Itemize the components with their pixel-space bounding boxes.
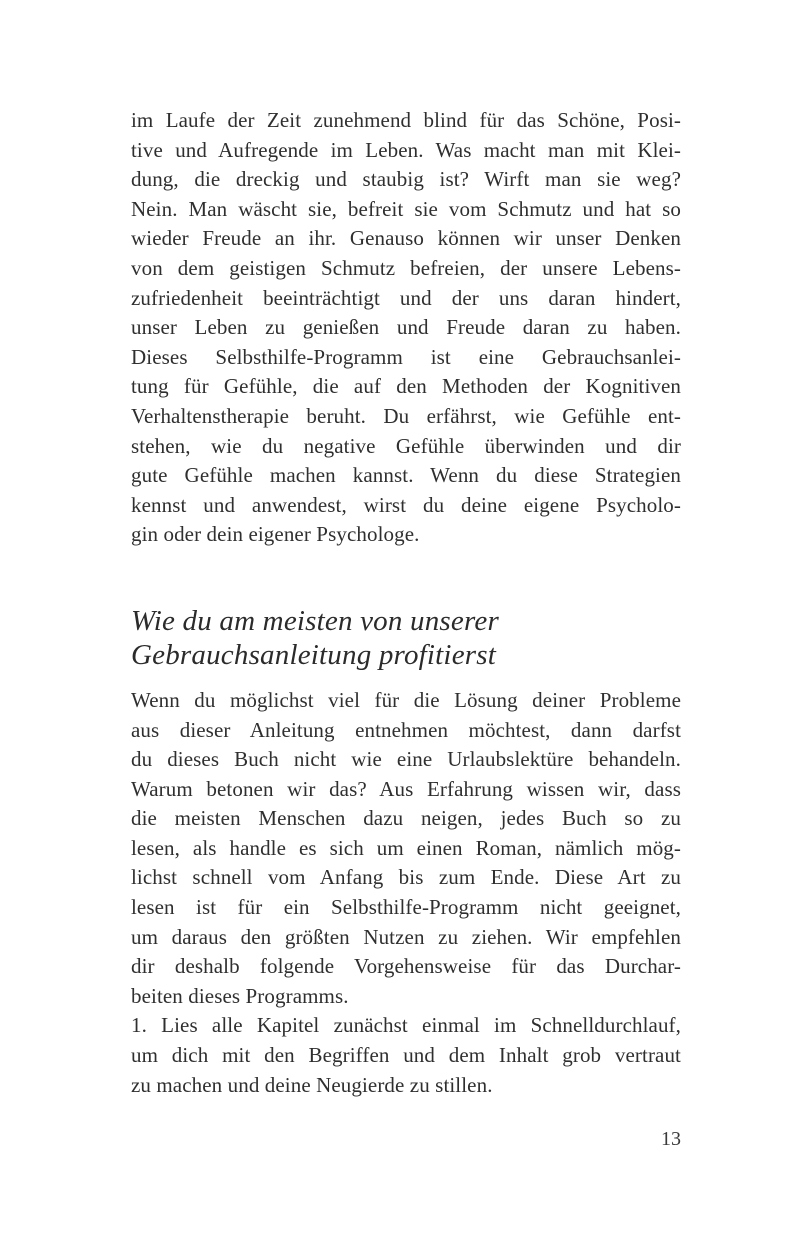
text-line: gute Gefühle machen kannst. Wenn du diese Strategien [131, 463, 681, 488]
text-line: Dieses Selbsthilfe-Programm ist eine Gebrauchsanlei- [131, 344, 681, 369]
text-line: tung für Gefühle, die auf den Methoden der Kognitiven [131, 374, 681, 399]
section-heading-line-1: Wie du am meisten von unserer [131, 604, 499, 637]
text-line: von dem geistigen Schmutz befreien, der unsere Lebens- [131, 255, 681, 280]
text-line: dung, die dreckig und staubig ist? Wirft man sie weg? [131, 167, 681, 192]
text-line: Warum betonen wir das? Aus Erfahrung wissen wir, dass [131, 776, 681, 801]
text-line: gin oder dein eigener Psychologe. [131, 522, 420, 547]
text-line: tive und Aufregende im Leben. Was macht man mit Klei- [131, 137, 681, 162]
text-line: Nein. Man wäscht sie, befreit sie vom Schmutz und hat so [131, 196, 681, 221]
body-paragraph [131, 686, 681, 1100]
text-line: um daraus den größten Nutzen zu ziehen. Wir empfehlen [131, 924, 681, 949]
section-heading [131, 604, 681, 672]
text-line: die meisten Menschen dazu neigen, jedes Buch so zu [131, 806, 681, 831]
text-line: im Laufe der Zeit zunehmend blind für das Schöne, Posi- [131, 108, 681, 132]
text-line: Wenn du möglichst viel für die Lösung deiner Probleme [131, 687, 681, 712]
text-line: lichst schnell vom Anfang bis zum Ende. Diese Art zu [131, 865, 681, 890]
page-number: 13 [661, 1128, 681, 1150]
text-line: beiten dieses Programms. [131, 983, 349, 1008]
text-line: lesen, als handle es sich um einen Roman, nämlich mög- [131, 835, 681, 860]
text-line: zu machen und deine Neugierde zu stillen. [131, 1072, 493, 1097]
text-line: kennst und anwendest, wirst du deine eigene Psycholo- [131, 492, 681, 517]
text-line: um dich mit den Begriffen und dem Inhalt grob vertraut [131, 1043, 681, 1068]
text-line: du dieses Buch nicht wie eine Urlaubslektüre behandeln. [131, 747, 681, 772]
section-heading-line-2: Gebrauchsanleitung profitierst [131, 638, 496, 671]
text-line: dir deshalb folgende Vorgehensweise für das Durchar- [131, 954, 681, 979]
text-line: wieder Freude an ihr. Genauso können wir unser Denken [131, 226, 681, 251]
intro-paragraph [131, 106, 681, 550]
text-line: 1. Lies alle Kapitel zunächst einmal im Schnelldurchlauf, [131, 1013, 681, 1038]
text-line: unser Leben zu genießen und Freude daran zu haben. [131, 315, 681, 340]
text-line: Verhaltenstherapie beruht. Du erfährst, wie Gefühle ent- [131, 403, 681, 428]
text-line: lesen ist für ein Selbsthilfe-Programm nicht geeignet, [131, 895, 681, 920]
text-line: stehen, wie du negative Gefühle überwinden und dir [131, 433, 681, 458]
text-line: aus dieser Anleitung entnehmen möchtest, dann darfst [131, 717, 681, 742]
text-line: zufriedenheit beeinträchtigt und der uns daran hindert, [131, 285, 681, 310]
